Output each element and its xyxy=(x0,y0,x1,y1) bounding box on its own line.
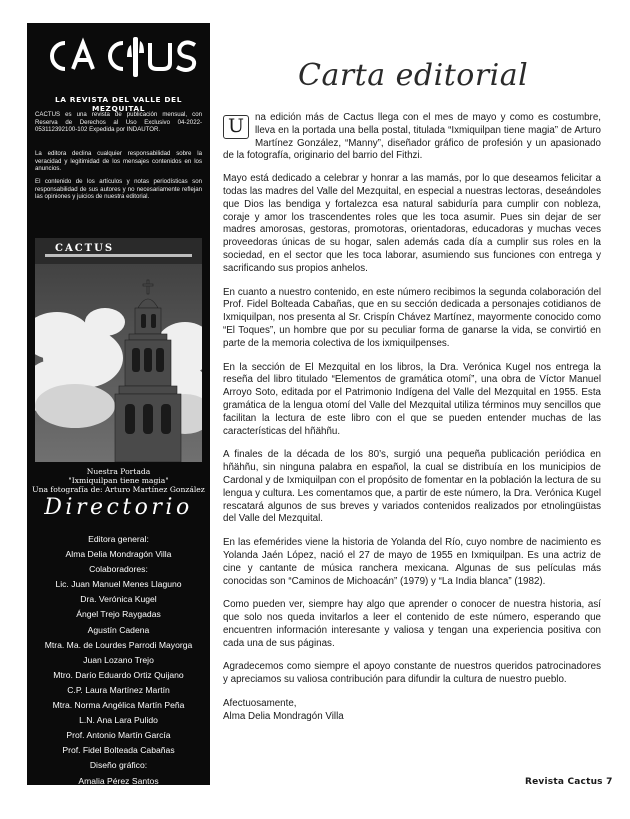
directory-entry: Dra. Verónica Kugel xyxy=(80,594,157,605)
article-paragraph xyxy=(223,112,601,163)
directory-entry: Prof. Fidel Bolteada Cabañas xyxy=(62,745,175,756)
article-paragraph: En las efemérides viene la historia de Yolanda del Río, cuyo nombre de nacimiento es Yolanda Jaén López, nació el 27 de mayo de 1955 en Ixmiquilpan. Es una actriz de cine y cantante de música ranchera mexicana. Algunas de sus películas más conocidas son “Caminos de Michoacán” (1979) y “La India blanca” (1982). xyxy=(223,537,601,587)
directory-entry: Mtra. Norma Angélica Martín Peña xyxy=(52,700,185,711)
article-paragraph: En cuanto a nuestro contenido, en este número recibimos la segunda colaboración del Prof. Fidel Bolteada Cabañas, que en su sección dedicada a personajes cotidianos de Ixmiquilpan, nos presenta al Sr. Crispín Chávez Martínez, mayormente conocido como “El Toques”, un hombre que por su peculiar forma de ganarse la vida, se convirtió en parte de la memoria colectiva de los ixmiquilpenses. xyxy=(223,286,601,349)
cover-caption-line: "Ixmiquilpan tiene magia" xyxy=(68,476,169,486)
directory-entry: Agustín Cadena xyxy=(87,624,150,635)
cover-caption-line: Una fotografía de: Arturo Martínez González xyxy=(32,485,205,495)
cactus-logo xyxy=(35,33,202,79)
directory-entry: C.P. Laura Martínez Martín xyxy=(67,684,170,695)
drop-cap: U xyxy=(223,115,249,139)
directory-entry: Ángel Trejo Raygadas xyxy=(76,609,161,620)
article-paragraph: Agradecemos como siempre el apoyo constante de nuestros queridos patrocinadores y apreciamos su valiosa contribución para difundir la cultura de nuestro pueblo. xyxy=(223,661,601,686)
editorial-article xyxy=(223,112,601,724)
article-paragraph: A finales de la década de los 80’s, surgió una pequeña publicación periódica en hñähñu, sin ninguna palabra en español, la cual se distribuía en los municipios de Cardonal y de Ixmiquilpan con el propósito de fomentar en la población la lectura de su lengua y cultura. Les comentamos que, a partir de este número, la Dra. Verónica Kugel rescatará algunos de sus breves y variados contenidos realizados por etnolingüistas del Valle del Mezquital. xyxy=(223,449,601,525)
legal-registration-note: CACTUS es una revista de publicación mensual, con Reserva de Derechos al Uso Exclusivo 04-2022-053112392100-102 Expedida por INDAUTOR. xyxy=(35,111,202,134)
sidebar-masthead xyxy=(27,23,210,816)
directory-entry: Prof. Antonio Martín García xyxy=(66,730,171,741)
directory-entry: Diseño gráfico: xyxy=(89,760,148,771)
directory-entry: Corrección de estilo: xyxy=(79,790,158,801)
cover-caption-line: Nuestra Portada xyxy=(86,467,151,476)
sign-off: Afectuosamente, xyxy=(223,698,297,710)
page-folio: Revista Cactus 7 xyxy=(525,777,613,787)
directory-entry: Alma Delia Mondragón Villa xyxy=(65,549,172,560)
legal-ads-disclaimer: La editora declina cualquier responsabilidad sobre la veracidad y legitimidad de los mensajes contenidos en los anuncios. xyxy=(35,150,202,173)
directory-list xyxy=(27,532,210,819)
directory-entry: Juan Lozano Trejo xyxy=(83,654,154,665)
directory-entry: Mtra. Ma. de Lourdes Parrodi Mayorga xyxy=(44,639,193,650)
cover-thumbnail xyxy=(35,238,202,462)
article-paragraph-text: na edición más de Cactus llega con el mes de mayo y como es costumbre, lleva en la portada una bella postal, titulada “Ixmiquilpan tiene magia” de Arturo Martínez González, “Manny”, diseñador gráfico de profesión y un apasionado de la fotografía, originario del barrio del Fithzi. xyxy=(223,112,601,162)
page-title: Carta editorial xyxy=(298,58,529,93)
directory-entry: Lic. Juan Manuel Menes Llaguno xyxy=(55,579,182,590)
svg-text:CACTUS: CACTUS xyxy=(55,243,115,254)
legal-content-disclaimer: El contenido de los artículos y notas periodísticas son responsabilidad de sus autores y no necesariamente reflejan las opiniones y juicios de nuestra editorial. xyxy=(35,178,202,201)
article-paragraph: En la sección de El Mezquital en los libros, la Dra. Verónica Kugel nos entrega la reseña del libro titulado “Elementos de gramática otomí”, una obra de Víctor Manuel Arroyo Soto, editada por el Patrimonio Indígena del Valle del Mezquital en 1955. Esta gramática de la lengua otomí del Valle del Mezquital utiliza términos muy sencillos que facilitan la lectura de este libro con el que se pueden entender muchas de las características del hñähñu. xyxy=(223,361,601,437)
directory-entry: Mtro. Darío Eduardo Ortiz Quijano xyxy=(53,669,184,680)
article-paragraph: Como pueden ver, siempre hay algo que aprender o conocer de nuestra historia, así que solo nos queda invitarlos a leer el contenido de este número, esperando que encuentren información interesante y valiosa y tengan una experiencia positiva con cada una de sus páginas. xyxy=(223,599,601,649)
cover-caption xyxy=(27,467,210,495)
directory-entry: Editora general: xyxy=(88,534,149,544)
directory-entry: L.N. Ana Lara Pulido xyxy=(79,715,158,726)
signature-name: Alma Delia Mondragón Villa xyxy=(223,710,344,722)
directory-entry: Colaboradores: xyxy=(89,564,148,575)
article-paragraph: Mayo está dedicado a celebrar y honrar a las mamás, por lo que deseamos felicitar a todas las madres del Valle del Mezquital, en especial a nuestras lectoras, deseándoles que Dios las bendiga y fortalezca esa natural sabiduría para cumplir con nobleza, coraje y amor los trascendentes roles que les toca asumir. Pues sin dejar de ser madres amorosas, gestoras, promotoras, orientadoras, educadoras y muchas veces proveedoras únicas de su hogar, salen además cada día a cumplir sus roles en la sociedad, en el sector que les toca laborar, asumiendo sus funciones con entrega y sacrificando sus propios anhelos. xyxy=(223,173,601,274)
directory-entry: Amalia Pérez Santos xyxy=(78,775,159,786)
magazine-tagline: LA REVISTA DEL VALLE DEL MEZQUITAL xyxy=(54,95,183,113)
directory-entry: Lic. Ximena López Mondragón xyxy=(60,805,177,816)
directory-title: Directorio xyxy=(44,495,193,520)
